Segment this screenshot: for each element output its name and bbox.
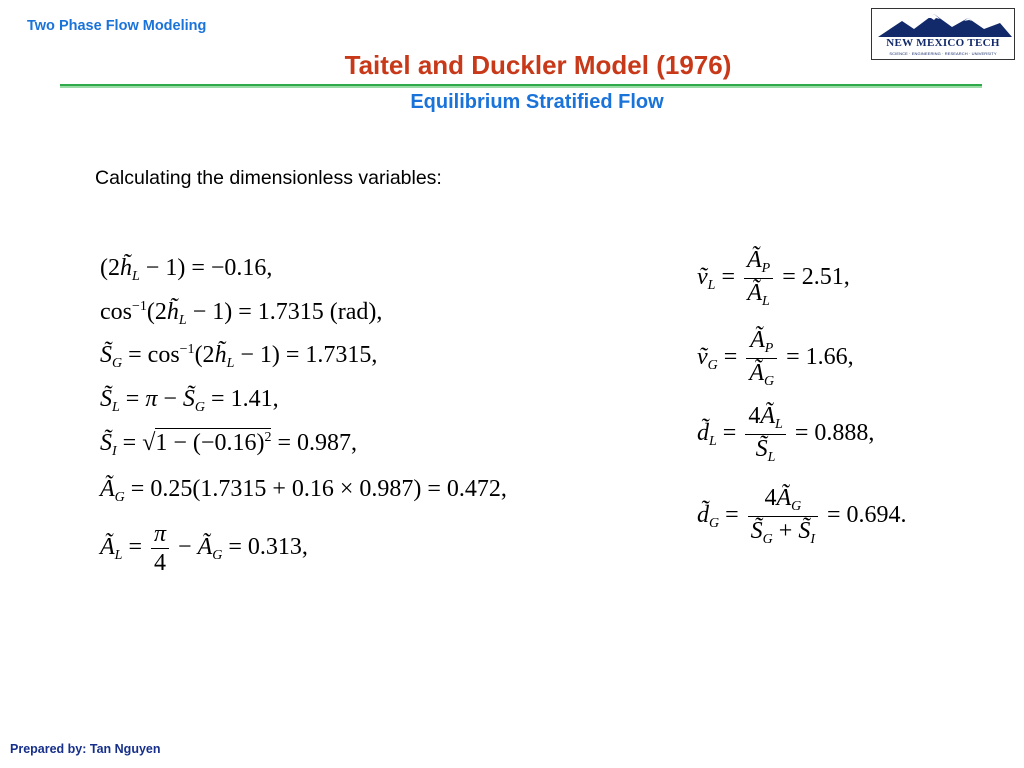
equation-right-4: $d̃_G$ = $\frac{4Ã_G}{S̃_G + S̃_I}$ = 0.694. <box>697 485 907 547</box>
title-divider <box>60 84 982 88</box>
equation-left-2: $\cos^{-1}(2h̃_L - 1) = 1.7315$ (rad), <box>100 299 383 328</box>
equation-right-1: ṽ$_L$ = $\frac{Ã_P}{Ã_L}$ = 2.51, <box>697 247 850 309</box>
intro-text: Calculating the dimensionless variables: <box>95 167 442 189</box>
logo-name: NEW MEXICO TECH <box>886 37 1000 49</box>
equation-left-3: $S̃_G$ = $\cos^{-1}(2h̃_L - 1) = 1.7315$, <box>100 342 378 371</box>
logo-tagline: SCIENCE · ENGINEERING · RESEARCH · UNIVERSITY <box>889 51 997 56</box>
equation-left-6: $Ã_G = 0.25(1.7315 + 0.16 \times 0.987) = 0.472$, <box>100 476 507 505</box>
prepared-by: Prepared by: Tan Nguyen <box>10 742 161 756</box>
mountain-logo-icon <box>872 9 1016 39</box>
equation-right-3: $d̃_L$ = $\frac{4Ã_L}{S̃_L}$ = 0.888, <box>697 403 875 465</box>
equation-left-1: $(2h̃_L - 1) = -0.16$, <box>100 255 273 284</box>
slide-title: Taitel and Duckler Model (1976) <box>344 50 732 80</box>
equation-right-2: ṽ$_G$ = $\frac{Ã_P}{Ã_G}$ = 1.66, <box>697 327 854 389</box>
equation-left-5: $S̃_I = √1 - (-0.16)^2 = 0.987$, <box>100 430 357 459</box>
course-title: Two Phase Flow Modeling <box>27 18 207 34</box>
equation-left-7: $Ã_L$ = $\frac{\pi}{4}$ − $Ã_G = 0.313$, <box>100 521 308 576</box>
slide-subtitle: Equilibrium Stratified Flow <box>410 91 664 113</box>
equation-left-4: $S̃_L = \pi$ − $S̃_G = 1.41$, <box>100 386 279 415</box>
